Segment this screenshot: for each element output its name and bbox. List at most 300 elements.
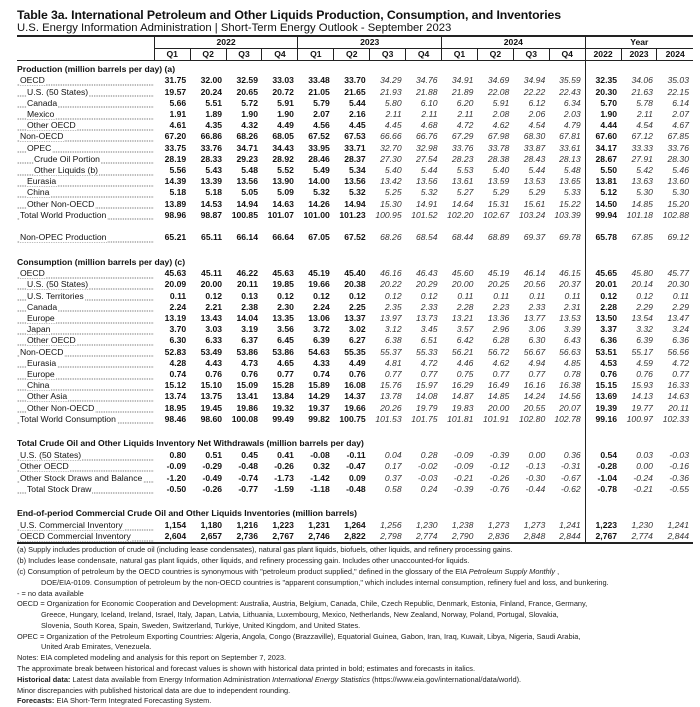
header-blank [17, 49, 154, 61]
section-header-row [17, 506, 693, 520]
section-title: Total Crude Oil and Other Liquids Inventory Net Withdrawals (million barrels per day) [17, 438, 364, 449]
value-cell: 13.90 [272, 176, 294, 187]
value-cell: 3.37 [585, 324, 621, 335]
value-cell: 20.09 [164, 279, 187, 290]
value-cell: 19.86 [236, 402, 258, 413]
value-cell: 68.89 [487, 232, 510, 243]
value-cell: 45.19 [487, 268, 510, 279]
value-cell: 67.12 [631, 131, 653, 142]
value-cell: 15.28 [272, 380, 294, 391]
value-cell: 5.18 [169, 187, 187, 198]
table-row [17, 98, 693, 109]
value-cell: -1.59 [274, 483, 294, 494]
value-cell: 16.49 [487, 380, 510, 391]
value-cell: 53.86 [272, 346, 294, 357]
value-cell: 1.91 [169, 109, 187, 120]
value-cell: 13.69 [585, 391, 621, 402]
row-label [17, 391, 154, 402]
value-cell: 21.89 [451, 86, 474, 97]
row-label [17, 302, 154, 313]
value-cell: 13.97 [380, 313, 402, 324]
empty-cell [549, 425, 585, 436]
value-cell: 66.64 [272, 232, 294, 243]
value-cell: 33.61 [559, 142, 581, 153]
row-label [17, 232, 154, 243]
value-cell: 32.70 [380, 142, 402, 153]
value-cell: 101.18 [626, 209, 653, 220]
value-cell: 1,216 [236, 519, 258, 530]
value-cell: 33.03 [272, 75, 294, 86]
header-quarter: Q3 [513, 49, 549, 61]
footnote-c-continued: DOE/EIA-0109. Consumption of petroleum by the non-OECD countries is "apparent consumption," which includes internal consumption, refinery fuel and loss, and bunkering. [41, 577, 609, 587]
value-cell: 1,238 [451, 519, 474, 530]
value-cell: 0.80 [169, 450, 187, 461]
value-cell: 13.54 [631, 313, 653, 324]
footnote-c-publication: Petroleum Supply Monthly [468, 566, 556, 576]
spacer-row [17, 243, 693, 254]
value-cell: 68.26 [380, 232, 402, 243]
value-cell: 65.21 [164, 232, 187, 243]
empty-cell [621, 495, 657, 506]
value-cell: 5.18 [205, 187, 223, 198]
empty-cell [154, 425, 190, 436]
value-cell: 33.33 [631, 142, 653, 153]
notes-line: Notes: EIA completed modeling and analysis for this report on September 7, 2023. [17, 653, 287, 663]
value-cell: 33.70 [344, 75, 366, 86]
value-cell: 28.19 [164, 153, 187, 164]
empty-cell [621, 425, 657, 436]
value-cell: -0.11 [346, 450, 366, 461]
value-cell: 15.09 [236, 380, 258, 391]
section-header-row [17, 436, 693, 450]
value-cell: 27.91 [631, 153, 653, 164]
value-cell: 66.14 [236, 232, 258, 243]
empty-cell [477, 243, 513, 254]
value-cell: 33.75 [164, 142, 187, 153]
value-cell: 5.80 [384, 97, 402, 108]
table-row [17, 380, 693, 391]
value-cell: 6.30 [169, 335, 187, 346]
value-cell: 4.65 [277, 357, 294, 368]
value-cell: 0.11 [457, 290, 474, 301]
value-cell: 2,767 [585, 531, 621, 543]
value-cell: 28.43 [523, 153, 546, 164]
empty-cell [657, 506, 693, 520]
value-cell: 98.60 [200, 413, 223, 424]
value-cell: 4.56 [313, 120, 330, 131]
value-cell: 4.94 [528, 357, 546, 368]
row-label [17, 291, 154, 302]
value-cell: -0.24 [633, 472, 653, 483]
empty-cell [621, 61, 657, 76]
value-cell: 28.37 [344, 153, 366, 164]
value-cell: 4.72 [672, 357, 689, 368]
value-cell: 69.12 [667, 232, 689, 243]
value-cell: 0.04 [384, 450, 402, 461]
value-cell: 20.25 [487, 279, 510, 290]
value-cell: 102.80 [518, 413, 546, 424]
footnote-a: (a) Supply includes production of crude oil (including lease condensates), natural gas plant liquids, biofuels, other liquids, and refinery processing gains. [17, 545, 513, 555]
value-cell: 45.63 [272, 268, 294, 279]
value-cell: 5.42 [636, 165, 653, 176]
value-cell: 101.23 [339, 209, 366, 220]
value-cell: 16.33 [667, 380, 689, 391]
value-cell: 16.38 [559, 380, 581, 391]
value-cell: 45.60 [451, 268, 474, 279]
value-cell: 15.76 [380, 380, 402, 391]
value-cell: 2,774 [621, 531, 657, 543]
value-cell: 6.39 [636, 335, 653, 346]
value-cell: 6.37 [241, 335, 258, 346]
value-cell: 2.28 [456, 301, 474, 312]
value-cell: 32.35 [585, 75, 621, 86]
value-cell: 69.37 [523, 232, 546, 243]
value-cell: 34.76 [416, 75, 438, 86]
value-cell: 2,736 [226, 531, 262, 543]
value-cell: 13.41 [236, 391, 258, 402]
value-cell: 45.77 [667, 268, 689, 279]
header-quarter: Q4 [262, 49, 298, 61]
value-cell: -0.16 [669, 461, 689, 472]
table-row [17, 313, 693, 324]
value-cell: 2.35 [384, 301, 402, 312]
value-cell: 22.43 [559, 86, 581, 97]
footnote-c-text: (c) Consumption of petroleum by the OECD countries is synonymous with "petroleum product supplied," defined in the glossary of the EIA [17, 566, 469, 576]
table-row [17, 302, 693, 313]
value-cell: 2,774 [406, 531, 442, 543]
value-cell: 101.81 [447, 413, 474, 424]
value-cell: 13.78 [380, 391, 402, 402]
value-cell: 56.72 [487, 346, 510, 357]
value-cell: -0.31 [561, 461, 581, 472]
row-label [17, 461, 154, 472]
value-cell: 1,256 [380, 519, 402, 530]
table-row [17, 391, 693, 402]
value-cell: 13.60 [667, 176, 689, 187]
row-label-text: Crude Oil Portion [34, 153, 100, 164]
value-cell: 55.17 [631, 346, 653, 357]
value-cell: 6.14 [672, 97, 689, 108]
value-cell: 0.28 [420, 450, 438, 461]
row-label [17, 380, 154, 391]
row-label [17, 324, 154, 335]
value-cell: 4.59 [636, 357, 653, 368]
value-cell: -0.74 [238, 472, 258, 483]
value-cell: 14.63 [667, 391, 689, 402]
empty-cell [406, 495, 442, 506]
quarter-header-row [17, 49, 693, 61]
value-cell: 6.39 [313, 335, 330, 346]
value-cell: -0.09 [453, 461, 474, 472]
value-cell: 20.11 [668, 402, 689, 413]
empty-cell [549, 243, 585, 254]
table-row [17, 109, 693, 120]
value-cell: 4.32 [241, 120, 258, 131]
empty-cell [477, 221, 513, 232]
table-row [17, 154, 693, 165]
row-label [17, 347, 154, 358]
value-cell: 5.30 [636, 187, 653, 198]
value-cell: 4.62 [492, 120, 510, 131]
value-cell: 4.53 [585, 358, 621, 369]
row-label [17, 450, 154, 461]
value-cell: 19.37 [308, 402, 330, 413]
value-cell: -0.50 [166, 483, 187, 494]
value-cell: 67.60 [585, 131, 621, 142]
footnote-b: (b) Includes lease condensate, natural gas plant liquids, other liquids, and refinery processing gain. Includes other unaccounted-for liquids. [17, 556, 470, 566]
forecasts-note [17, 696, 693, 707]
value-cell: 4.49 [277, 120, 294, 131]
value-cell: 5.91 [492, 97, 510, 108]
value-cell: 103.39 [554, 209, 581, 220]
value-cell: 20.37 [559, 279, 581, 290]
value-cell: -0.39 [489, 450, 510, 461]
value-cell: 1,231 [308, 519, 330, 530]
value-cell: 15.15 [585, 380, 621, 391]
value-cell: 0.74 [313, 369, 330, 380]
table-row [17, 199, 693, 210]
table-row [17, 232, 693, 243]
value-cell: 46.14 [523, 268, 546, 279]
value-cell: 4.28 [169, 357, 187, 368]
row-label-text: Non-OECD [20, 346, 64, 357]
value-cell: 15.89 [308, 380, 330, 391]
value-cell: -0.21 [633, 483, 653, 494]
value-cell: -0.08 [310, 450, 330, 461]
value-cell: 56.63 [559, 346, 581, 357]
value-cell: 22.22 [523, 86, 546, 97]
value-cell: 15.22 [559, 198, 581, 209]
value-cell: 33.76 [200, 142, 223, 153]
empty-cell [17, 495, 154, 506]
value-cell: 1.90 [241, 109, 258, 120]
value-cell: 16.29 [451, 380, 474, 391]
year-header-row [17, 36, 693, 49]
value-cell: 33.95 [308, 142, 330, 153]
row-label-text: Canada [27, 97, 58, 108]
row-label [17, 313, 154, 324]
value-cell: 14.24 [523, 391, 546, 402]
header-annual-year: 2024 [657, 49, 693, 61]
value-cell: 0.12 [348, 290, 366, 301]
empty-cell [370, 425, 406, 436]
value-cell: 5.32 [348, 187, 366, 198]
value-cell: 0.77 [528, 369, 546, 380]
header-quarter: Q4 [406, 49, 442, 61]
footnote-na: - = no data available [17, 588, 84, 598]
value-cell: 13.21 [451, 313, 474, 324]
header-quarter: Q2 [334, 49, 370, 61]
row-label-text: Japan [27, 324, 51, 335]
value-cell: 4.67 [672, 120, 689, 131]
value-cell: 53.51 [585, 347, 621, 358]
value-cell: 4.54 [636, 120, 653, 131]
value-cell: 29.23 [236, 153, 258, 164]
value-cell: 0.58 [384, 483, 402, 494]
empty-cell [190, 221, 226, 232]
table-row [17, 176, 693, 187]
value-cell: 2.28 [585, 302, 621, 313]
empty-cell [442, 425, 478, 436]
row-label [17, 520, 154, 531]
value-cell: 6.38 [384, 335, 402, 346]
table-row [17, 358, 693, 369]
table-row [17, 531, 693, 543]
value-cell: 6.43 [563, 335, 581, 346]
value-cell: 28.13 [559, 153, 581, 164]
forecasts-text: EIA Short-Term Integrated Forecasting System. [54, 696, 212, 706]
oecd-definition-cont-1: Greece, Hungary, Iceland, Ireland, Israel, Italy, Japan, Latvia, Lithuania, Luxembourg, Mexico, Netherlands, New Zealand, Norway, Poland, Portugal, Slovakia, [41, 610, 559, 620]
row-label [17, 414, 154, 425]
value-cell: 5.29 [528, 187, 546, 198]
value-cell: -0.47 [346, 461, 366, 472]
empty-cell [298, 495, 334, 506]
row-label [17, 210, 154, 221]
empty-cell [262, 221, 298, 232]
value-cell: 46.22 [236, 268, 258, 279]
value-cell: 13.81 [585, 176, 621, 187]
value-cell: 2.30 [277, 301, 294, 312]
table-subtitle: U.S. Energy Information Administration | Short-Term Energy Outlook - September 2023 [17, 22, 452, 34]
row-label-text: OECD [20, 268, 45, 279]
row-label-text: Other Asia [27, 391, 68, 402]
value-cell: -0.62 [561, 483, 581, 494]
value-cell: 0.76 [241, 369, 258, 380]
row-label-text: Mexico [27, 109, 55, 120]
value-cell: 5.40 [492, 165, 510, 176]
value-cell: 14.08 [416, 391, 438, 402]
empty-cell [190, 495, 226, 506]
value-cell: 28.92 [272, 153, 294, 164]
empty-cell [621, 254, 657, 268]
empty-cell [262, 425, 298, 436]
table-row [17, 520, 693, 531]
empty-cell [585, 506, 621, 520]
value-cell: -0.55 [669, 483, 689, 494]
value-cell: 68.05 [272, 131, 294, 142]
table-row [17, 75, 693, 86]
value-cell: 4.73 [241, 357, 258, 368]
empty-cell [513, 495, 549, 506]
value-cell: 5.34 [348, 165, 366, 176]
value-cell: -0.26 [274, 461, 294, 472]
row-label-text: Canada [27, 301, 58, 312]
value-cell: 2,746 [298, 531, 334, 543]
row-label-text: Non-OECD [20, 131, 64, 142]
footnotes [17, 545, 693, 707]
row-label-text: Other Liquids (b) [34, 165, 99, 176]
value-cell: 5.12 [585, 187, 621, 198]
value-cell: 19.77 [631, 402, 653, 413]
empty-cell [154, 495, 190, 506]
value-cell: 2.21 [205, 301, 223, 312]
value-cell: 101.07 [267, 209, 294, 220]
value-cell: 5.44 [420, 165, 438, 176]
value-cell: 2.11 [385, 109, 402, 120]
table-row [17, 369, 693, 380]
value-cell: -0.30 [525, 472, 546, 483]
value-cell: 20.01 [585, 279, 621, 290]
value-cell: 1.90 [277, 109, 294, 120]
value-cell: 101.52 [411, 209, 438, 220]
value-cell: 13.36 [487, 313, 510, 324]
value-cell: 1.90 [585, 109, 621, 120]
value-cell: 3.72 [313, 324, 330, 335]
value-cell: 14.37 [344, 391, 366, 402]
value-cell: 1,273 [487, 519, 510, 530]
value-cell: 13.47 [667, 313, 689, 324]
header-annual-year: 2023 [621, 49, 657, 61]
value-cell: 0.12 [636, 290, 653, 301]
value-cell: 2.11 [421, 109, 438, 120]
header-quarter: Q3 [370, 49, 406, 61]
value-cell: 20.07 [559, 402, 581, 413]
value-cell: 0.76 [205, 369, 223, 380]
value-cell: 33.48 [308, 75, 330, 86]
value-cell: 5.51 [205, 97, 223, 108]
value-cell: 2,822 [334, 531, 370, 543]
value-cell: 67.05 [308, 232, 330, 243]
row-label-text: Europe [27, 313, 55, 324]
value-cell: -0.28 [585, 461, 621, 472]
value-cell: 0.11 [169, 290, 187, 301]
value-cell: 4.45 [384, 120, 402, 131]
header-quarter: Q4 [549, 49, 585, 61]
value-cell: 1,223 [585, 520, 621, 531]
value-cell: 20.29 [416, 279, 438, 290]
value-cell: 99.82 [308, 413, 330, 424]
section-header-row [17, 254, 693, 268]
value-cell: 99.16 [585, 414, 621, 425]
value-cell: -1.42 [310, 472, 330, 483]
header-quarter: Q2 [477, 49, 513, 61]
value-cell: 14.50 [585, 199, 621, 210]
value-cell: 3.06 [528, 324, 546, 335]
value-cell: 3.32 [636, 324, 653, 335]
value-cell: 5.44 [528, 165, 546, 176]
value-cell: 2,657 [190, 531, 226, 543]
value-cell: 67.29 [451, 131, 474, 142]
minor-discrepancies-note: Minor discrepancies with published historical data are due to independent rounding. [17, 685, 291, 695]
section-title: End-of-period Commercial Crude Oil and Other Liquids Inventories (million barrels) [17, 508, 357, 519]
empty-cell [334, 495, 370, 506]
value-cell: 2.08 [492, 109, 510, 120]
value-cell: 98.46 [164, 413, 187, 424]
value-cell: 100.95 [375, 209, 402, 220]
value-cell: 4.72 [420, 357, 438, 368]
value-cell: -0.67 [561, 472, 581, 483]
value-cell: 67.85 [667, 131, 689, 142]
value-cell: 20.26 [380, 402, 402, 413]
value-cell: 13.50 [585, 313, 621, 324]
value-cell: 2.11 [457, 109, 474, 120]
break-line: The approximate break between historical and forecast values is shown with historical data printed in bold; estimates and forecasts in italics. [17, 664, 476, 674]
row-label-text: Non-OPEC Production [20, 232, 107, 243]
value-cell: 14.56 [559, 391, 581, 402]
value-cell: 101.00 [303, 209, 330, 220]
value-cell: 34.69 [487, 75, 510, 86]
empty-cell [657, 425, 693, 436]
value-cell: 14.94 [344, 198, 366, 209]
value-cell: 55.35 [344, 346, 366, 357]
value-cell: 0.77 [420, 369, 438, 380]
empty-cell [657, 221, 693, 232]
table-row [17, 484, 693, 495]
row-label-text: Other OECD [27, 120, 76, 131]
value-cell: 4.45 [348, 120, 366, 131]
row-label [17, 335, 154, 346]
empty-cell [442, 495, 478, 506]
